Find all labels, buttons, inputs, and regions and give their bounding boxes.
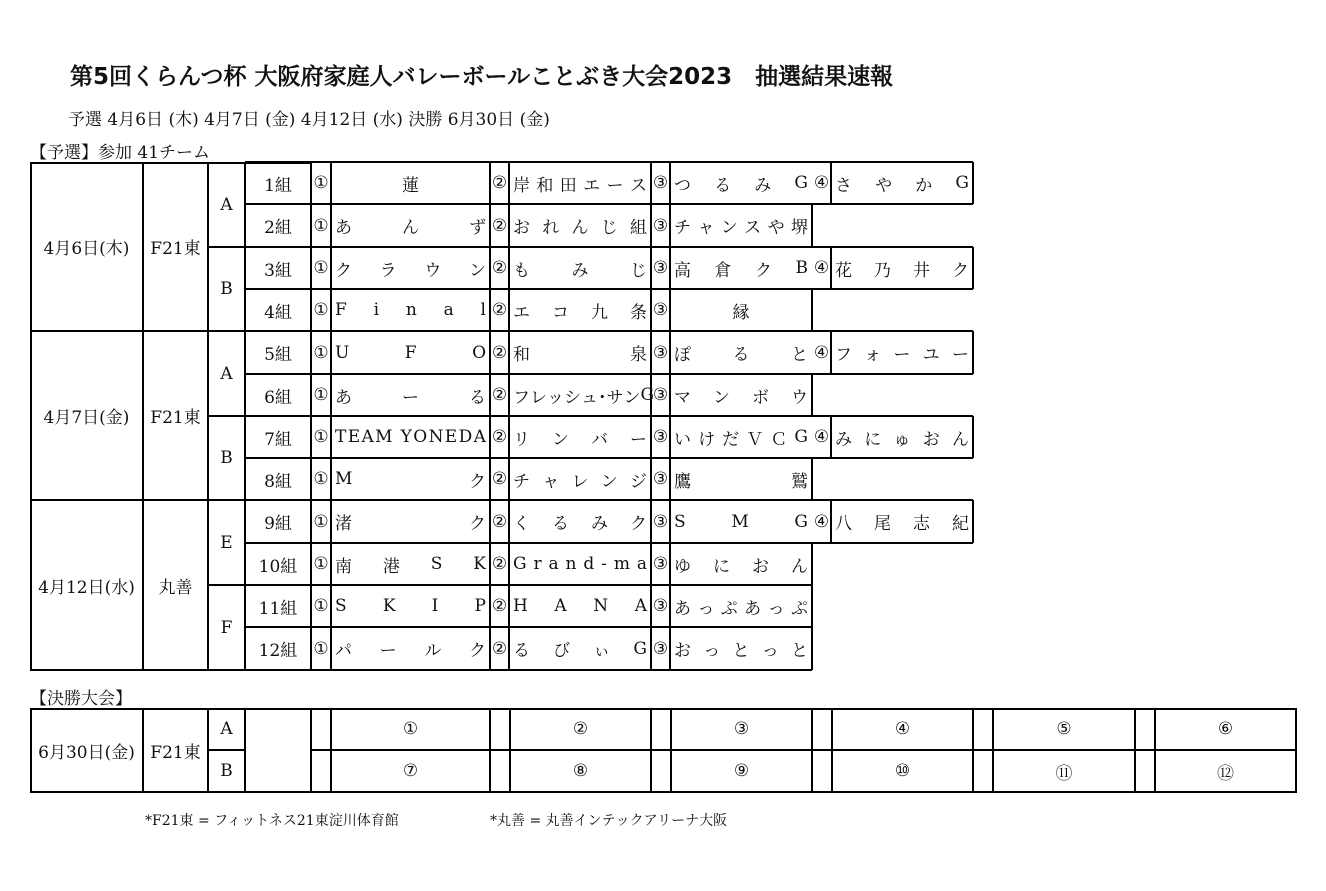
- grid-line: [650, 708, 652, 792]
- group-label: 9組: [264, 514, 292, 534]
- team-name: い け だ Ｖ Ｃ G: [674, 427, 808, 450]
- seed-number: ④: [813, 427, 830, 447]
- prelim-heading: 【予選】参加 41チーム: [30, 143, 211, 163]
- final-venue: F21東: [150, 742, 201, 763]
- team-name: 岸 和 田 エ ー ス: [513, 175, 647, 196]
- seed-number: ③: [652, 427, 669, 447]
- seed-number: ③: [652, 638, 669, 659]
- seed-number: ②: [491, 258, 508, 278]
- group-label: 5組: [264, 345, 292, 365]
- seed-number: ③: [652, 385, 669, 405]
- group-label: 2組: [264, 218, 292, 238]
- seed-number: ④: [813, 511, 830, 532]
- seed-number: ③: [652, 469, 669, 489]
- team-name: も み じ: [513, 260, 647, 281]
- team-name: 和 泉: [513, 345, 647, 365]
- group-label: 11組: [258, 598, 298, 619]
- team-name: 蓮: [402, 175, 419, 196]
- team-name: F i n a l: [335, 300, 486, 320]
- team-name: お れ ん じ 組: [513, 218, 647, 238]
- final-slot-a: ⑥: [1217, 719, 1234, 739]
- team-name: あ ー る: [335, 387, 486, 408]
- seed-number: ①: [313, 554, 329, 574]
- seed-number: ②: [491, 427, 508, 447]
- group-label: 12組: [258, 641, 298, 661]
- team-name: S M G: [674, 511, 808, 532]
- team-name: 高 倉 ク B: [674, 258, 808, 281]
- seed-number: ③: [652, 554, 669, 574]
- final-block-label: B: [220, 761, 233, 781]
- seed-number: ②: [491, 215, 508, 236]
- team-name: フ ォ ー ユ ー: [835, 345, 969, 365]
- final-slot-a: ④: [894, 719, 911, 739]
- final-slot-a: ③: [733, 719, 750, 739]
- team-name: つ る み G: [674, 173, 808, 196]
- seed-number: ③: [652, 300, 669, 320]
- seed-number: ①: [313, 300, 329, 320]
- team-name: ク ラ ウ ン: [335, 260, 486, 281]
- team-name: あ ん ず: [335, 218, 486, 238]
- seed-number: ①: [313, 215, 329, 236]
- team-name: エ コ 九 条: [513, 302, 647, 323]
- seed-number: ③: [652, 342, 669, 363]
- final-slot-b: ⑧: [572, 761, 589, 781]
- seed-number: ②: [491, 554, 508, 574]
- seed-number: ④: [813, 342, 830, 363]
- team-name: U F O: [335, 342, 486, 363]
- team-name: 縁: [732, 302, 750, 323]
- seed-number: ①: [313, 469, 329, 489]
- final-slot-a: ①: [402, 719, 419, 739]
- seed-number: ④: [813, 173, 830, 193]
- block-label: E: [220, 532, 233, 553]
- day-venue: F21東: [150, 239, 201, 259]
- final-slot-b: ⑩: [894, 761, 911, 781]
- team-name: リ ン バ ー: [513, 429, 647, 450]
- group-label: 10組: [258, 556, 298, 577]
- final-slot-b: ⑨: [733, 761, 750, 781]
- seed-number: ②: [491, 511, 508, 532]
- day-date: 4月12日(水): [38, 577, 135, 598]
- seed-number: ②: [491, 173, 508, 193]
- note-f21: *F21東 = フィットネス21東淀川体育館: [145, 813, 399, 829]
- seed-number: ①: [313, 638, 329, 659]
- grid-line: [489, 708, 491, 792]
- grid-line: [1134, 708, 1136, 792]
- seed-number: ①: [313, 385, 329, 405]
- seed-number: ①: [313, 258, 329, 278]
- team-name: H A N A: [513, 596, 647, 616]
- team-name: あ っ ぷ あ っ ぷ: [674, 598, 808, 619]
- grid-line: [811, 708, 813, 792]
- group-label: 6組: [264, 387, 292, 408]
- team-name: ゆ に お ん: [674, 556, 808, 577]
- team-name: 鷹 鷲: [674, 471, 808, 492]
- seed-number: ①: [313, 173, 329, 193]
- group-label: 4組: [264, 302, 292, 323]
- final-slot-a: ②: [572, 719, 589, 739]
- team-name: お っ と っ と: [674, 641, 808, 661]
- seed-number: ③: [652, 215, 669, 236]
- seed-number: ③: [652, 511, 669, 532]
- group-label: 1組: [264, 175, 292, 196]
- final-slot-a: ⑤: [1056, 719, 1072, 739]
- seed-number: ③: [652, 258, 669, 278]
- page-title: 第5回くらんつ杯 大阪府家庭人バレーボールことぶき大会2023 抽選結果速報: [70, 64, 894, 90]
- seed-number: ②: [491, 638, 508, 659]
- team-name: ぽ る と: [674, 345, 808, 365]
- team-name: G r a n d - m a: [513, 554, 647, 574]
- day-venue: F21東: [150, 408, 201, 428]
- day-venue: 丸善: [158, 577, 193, 598]
- day-date: 4月7日(金): [43, 408, 130, 428]
- team-name: マ ン ボ ウ: [674, 387, 808, 408]
- team-name: S K I P: [335, 596, 486, 616]
- seed-number: ①: [313, 596, 329, 616]
- block-label: B: [220, 448, 233, 468]
- team-name: T E A M Y O N E D A: [335, 427, 486, 447]
- seed-number: ③: [652, 596, 669, 616]
- group-label: 3組: [264, 260, 292, 281]
- final-date: 6月30日(金): [38, 742, 135, 763]
- team-name: チ ャ レ ン ジ: [513, 471, 647, 492]
- day-date: 4月6日(木): [43, 239, 130, 259]
- final-heading: 【決勝大会】: [30, 689, 132, 709]
- final-slot-b: ⑪: [1055, 763, 1073, 784]
- seed-number: ②: [491, 342, 508, 363]
- team-name: み に ゅ お ん: [835, 429, 969, 450]
- seed-number: ②: [491, 300, 508, 320]
- group-label: 7組: [264, 429, 292, 450]
- seed-number: ②: [491, 385, 508, 405]
- seed-number: ①: [313, 427, 329, 447]
- team-name: さ や か G: [835, 173, 969, 196]
- block-label: B: [220, 279, 233, 299]
- seed-number: ③: [652, 173, 669, 193]
- grid-line: [972, 708, 974, 792]
- seed-number: ④: [813, 258, 830, 278]
- team-name: パ ー ル ク: [335, 641, 486, 661]
- team-name: 八 尾 志 紀: [835, 514, 969, 534]
- schedule-line: 予選 4月6日 (木) 4月7日 (金) 4月12日 (水) 決勝 6月30日 (金): [68, 110, 550, 130]
- team-name: 渚 ク: [335, 514, 486, 534]
- group-label: 8組: [264, 471, 292, 492]
- final-slot-b: ⑫: [1217, 763, 1234, 784]
- team-name: 南 港 S K: [335, 554, 486, 577]
- team-name: る び ぃ G: [513, 638, 647, 661]
- block-label: A: [220, 363, 233, 384]
- block-label: A: [220, 194, 233, 215]
- final-slot-b: ⑦: [402, 761, 419, 781]
- team-name: チ ャ ン ス や 堺: [674, 218, 808, 238]
- seed-number: ①: [313, 342, 329, 363]
- seed-number: ①: [313, 511, 329, 532]
- seed-number: ②: [491, 469, 508, 489]
- team-name: M ク: [335, 469, 486, 492]
- final-block-label: A: [220, 719, 233, 739]
- block-label: F: [220, 617, 233, 638]
- note-maruzen: *丸善 = 丸善インテックアリーナ大阪: [490, 813, 728, 829]
- team-name: 花 乃 井 ク: [835, 260, 969, 281]
- seed-number: ②: [491, 596, 508, 616]
- team-name: く る み ク: [513, 514, 647, 534]
- team-name: フ レ ッ シ ュ ･ サ ン G: [513, 385, 655, 408]
